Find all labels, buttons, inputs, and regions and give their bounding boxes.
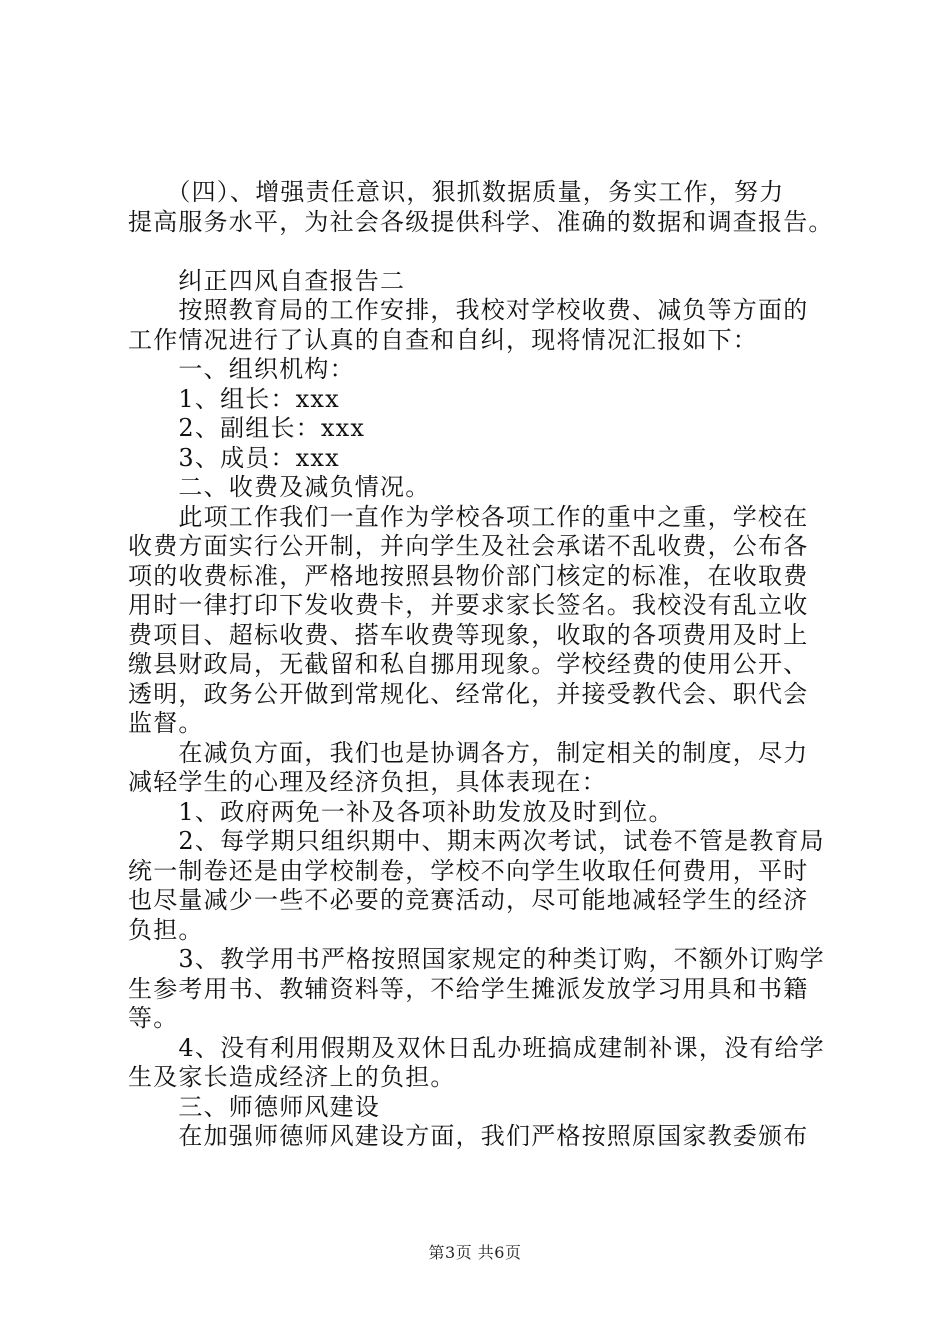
page-footer bbox=[0, 1240, 950, 1263]
text-line: 缴县财政局，无截留和私自挪用现象。学校经费的使用公开、 bbox=[128, 650, 809, 678]
text-line: 工作情况进行了认真的自查和自纠，现将情况汇报如下： bbox=[128, 325, 758, 354]
text-line: 生参考用书、教辅资料等，不给学生摊派发放学习用具和书籍 bbox=[128, 974, 809, 1003]
heading-line: 二、收费及减负情况。 bbox=[128, 473, 431, 501]
list-item: 3、教学用书严格按照国家规定的种类订购，不额外订购学 bbox=[128, 945, 825, 973]
text-line: 减轻学生的心理及经济负担，具体表现在： bbox=[128, 768, 607, 796]
text-line: 项的收费标准，严格地按照县物价部门核定的标准，在收取费 bbox=[128, 561, 809, 590]
text-line: 用时一律打印下发收费卡，并要求家长签名。我校没有乱立收 bbox=[128, 591, 809, 619]
text-line: 在减负方面，我们也是协调各方，制定相关的制度，尽力 bbox=[128, 738, 809, 767]
text-line: 收费方面实行公开制，并向学生及社会承诺不乱收费，公布各 bbox=[128, 532, 809, 560]
section-title: 纠正四风自查报告二 bbox=[128, 266, 406, 295]
list-item: 3、成员：xxx bbox=[128, 443, 340, 472]
list-item: 1、组长：xxx bbox=[128, 384, 340, 413]
text-line: 按照教育局的工作安排，我校对学校收费、减负等方面的 bbox=[128, 296, 809, 324]
text-line: （四）、增强责任意识，狠抓数据质量，务实工作，努力 bbox=[128, 178, 785, 206]
text-line: 费项目、超标收费、搭车收费等现象，收取的各项费用及时上 bbox=[128, 620, 809, 649]
list-item: 2、每学期只组织期中、期末两次考试，试卷不管是教育局 bbox=[128, 827, 825, 855]
text-line: 生及家长造成经济上的负担。 bbox=[128, 1063, 456, 1091]
list-item: 2、副组长：xxx bbox=[128, 414, 366, 442]
list-item: 4、没有利用假期及双休日乱办班搞成建制补课，没有给学 bbox=[128, 1033, 825, 1062]
text-line: 透明，政务公开做到常规化、经常化，并接受教代会、职代会 bbox=[128, 679, 809, 708]
text-line: 也尽量减少一些不必要的竞赛活动，尽可能地减轻学生的经济 bbox=[128, 886, 809, 914]
text-line: 监督。 bbox=[128, 709, 204, 737]
heading-line: 一、组织机构： bbox=[128, 355, 355, 383]
text-line: 在加强师德师风建设方面，我们严格按照原国家教委颁布 bbox=[128, 1122, 809, 1150]
text-line: 提高服务水平，为社会各级提供科学、准确的数据和调查报告。 bbox=[128, 207, 834, 236]
document-body bbox=[128, 178, 838, 1152]
heading-line: 三、师德师风建设 bbox=[128, 1092, 380, 1121]
text-line: 等。 bbox=[128, 1004, 179, 1032]
text-line: 此项工作我们一直作为学校各项工作的重中之重，学校在 bbox=[128, 502, 809, 531]
text-line: 负担。 bbox=[128, 915, 204, 944]
page-number: 第3页 共6页 bbox=[428, 1243, 522, 1262]
text-line: 统一制卷还是由学校制卷，学校不向学生收取任何费用，平时 bbox=[128, 856, 809, 885]
list-item: 1、政府两免一补及各项补助发放及时到位。 bbox=[128, 797, 674, 826]
blank-line bbox=[128, 237, 838, 267]
